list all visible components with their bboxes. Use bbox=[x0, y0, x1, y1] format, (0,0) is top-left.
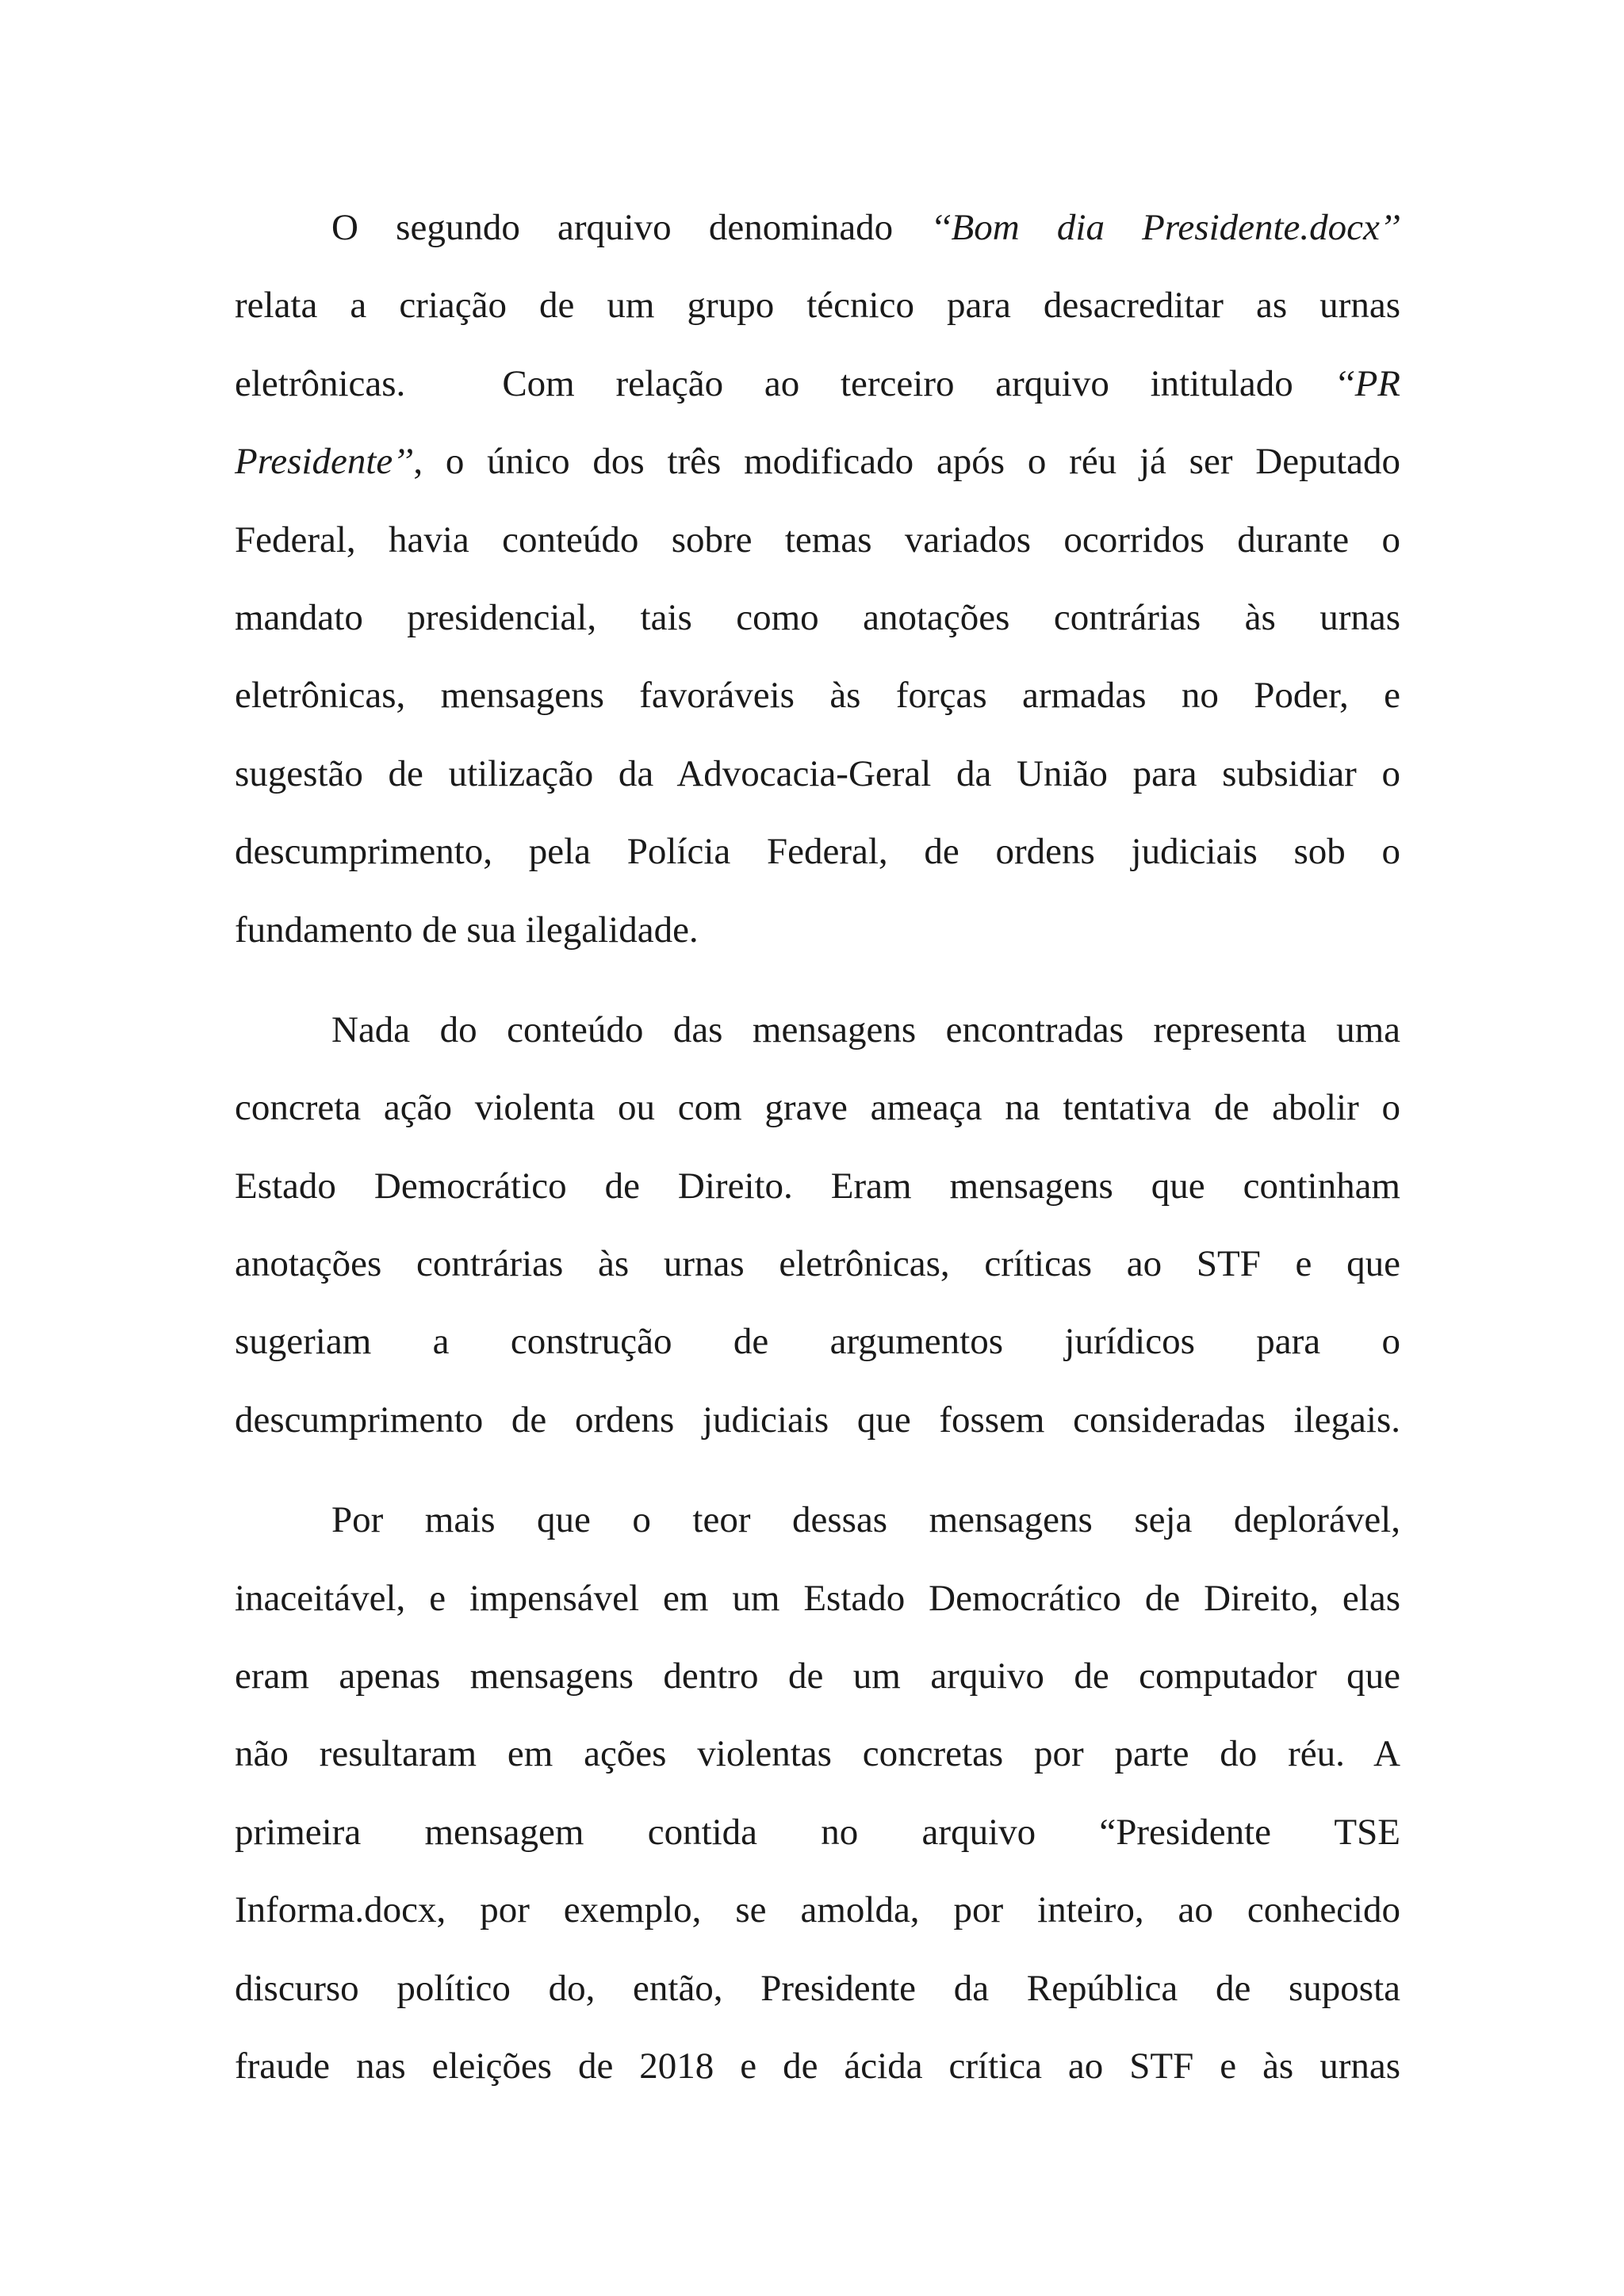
text-line: Estado Democrático de Direito. Eram mensagens que continham bbox=[235, 1165, 1400, 1207]
text-line: Informa.docx, por exemplo, se amolda, por inteiro, ao conhecido bbox=[235, 1889, 1400, 1931]
text-line: Federal, havia conteúdo sobre temas variados ocorridos durante o bbox=[235, 519, 1400, 561]
text-line: concreta ação violenta ou com grave ameaça na tentativa de abolir o bbox=[235, 1087, 1400, 1129]
text-line: sugestão de utilização da Advocacia-Geral da União para subsidiar o bbox=[235, 752, 1400, 794]
text-line: anotações contrárias às urnas eletrônicas, críticas ao STF e que bbox=[235, 1243, 1400, 1285]
paragraph-2 bbox=[235, 991, 1400, 1459]
text-line: não resultaram em ações violentas concretas por parte do réu. A bbox=[235, 1733, 1400, 1775]
text-line: descumprimento, pela Polícia Federal, de ordens judiciais sob o bbox=[235, 831, 1400, 873]
paragraph-1 bbox=[235, 189, 1400, 969]
text-line: eletrônicas, mensagens favoráveis às forças armadas no Poder, e bbox=[235, 675, 1400, 717]
text-line: descumprimento de ordens judiciais que fossem consideradas ilegais. bbox=[235, 1399, 1400, 1441]
paragraph-3 bbox=[235, 1481, 1400, 2105]
text-line: mandato presidencial, tais como anotações contrárias às urnas bbox=[235, 596, 1400, 638]
text-line: Por mais que o teor dessas mensagens seja deplorável, bbox=[331, 1499, 1400, 1541]
document-body bbox=[235, 189, 1400, 2105]
text-line: sugeriam a construção de argumentos jurídicos para o bbox=[235, 1321, 1400, 1363]
text-line: Nada do conteúdo das mensagens encontradas representa uma bbox=[331, 1008, 1400, 1050]
text-line: discurso político do, então, Presidente da República de suposta bbox=[235, 1967, 1400, 2009]
text-line: primeira mensagem contida no arquivo “Presidente TSE bbox=[235, 1811, 1400, 1853]
text-line: eram apenas mensagens dentro de um arquivo de computador que bbox=[235, 1655, 1400, 1697]
text-line: relata a criação de um grupo técnico para desacreditar as urnas bbox=[235, 285, 1400, 327]
text-line: inaceitável, e impensável em um Estado Democrático de Direito, elas bbox=[235, 1577, 1400, 1619]
text-line: eletrônicas. Com relação ao terceiro arquivo intitulado ‘‘PR bbox=[235, 362, 1400, 404]
text-line: O segundo arquivo denominado ‘‘Bom dia Presidente.docx’’ bbox=[331, 207, 1400, 248]
text-line: Presidente’’, o único dos três modificado após o réu já ser Deputado bbox=[235, 441, 1400, 483]
text-line: fraude nas eleições de 2018 e de ácida crítica ao STF e às urnas bbox=[235, 2045, 1400, 2087]
text-line: fundamento de sua ilegalidade. bbox=[235, 909, 699, 951]
